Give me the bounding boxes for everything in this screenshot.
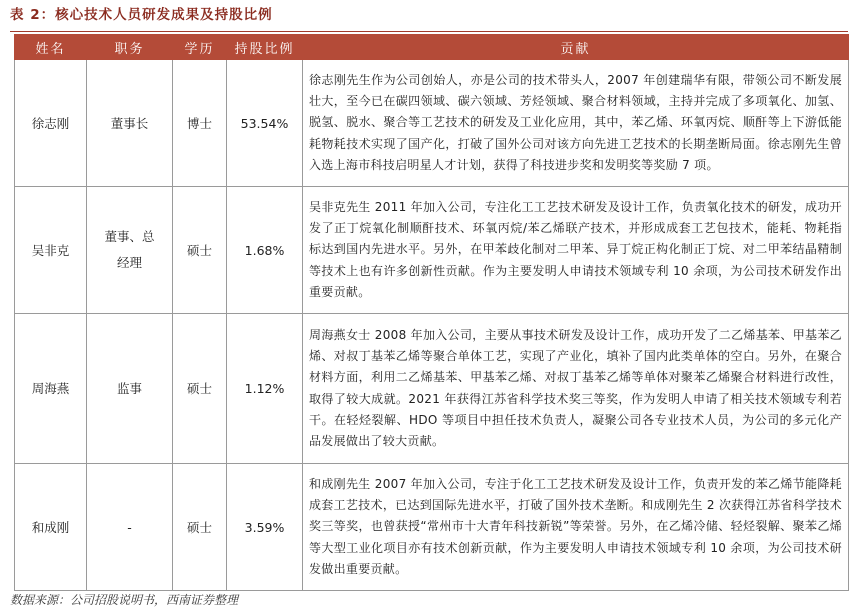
cell-education: 硕士 <box>173 464 227 591</box>
source-note: 数据来源：公司招股说明书，西南证券整理 <box>10 593 239 607</box>
header-name: 姓名 <box>15 35 87 60</box>
table-row <box>15 60 849 187</box>
cell-education: 硕士 <box>173 314 227 464</box>
cell-education: 硕士 <box>173 187 227 314</box>
header-education: 学历 <box>173 35 227 60</box>
table-row <box>15 314 849 464</box>
cell-holding: 3.59% <box>227 464 303 591</box>
cell-contribution: 周海燕女士 2008 年加入公司，主要从事技术研发及设计工作，成功开发了二乙烯基苯、甲基苯乙烯、对叔丁基苯乙烯等聚合单体工艺，实现了产业化，填补了国内此类单体的空白。另外，在聚合材料方面，利用二乙烯基苯、甲基苯乙烯、对叔丁基苯乙烯等单体对聚苯乙烯聚合材料进行改性，取得了较大成就。2021 年获得江苏省科学技术奖三等奖，作为发明人申请了相关技术领域专利若干。在轻烃裂解、HDO 等项目中担任技术负责人，凝聚公司各专业技术人员，为公司的多元化产品发展做出了较大贡献。 <box>303 314 849 464</box>
cell-name: 周海燕 <box>15 314 87 464</box>
table-title: 表 2：核心技术人员研发成果及持股比例 <box>10 7 273 23</box>
cell-contribution: 和成刚先生 2007 年加入公司，专注于化工工艺技术研发及设计工作，负责开发的苯乙烯节能降耗成套工艺技术，已达到国际先进水平，打破了国外技术垄断。和成刚先生 2 次获得江苏省科学技术奖三等奖，也曾获授“常州市十大青年科技新锐”等荣誉。另外，在乙烯冷储、轻烃裂解、聚苯乙烯等大型工业化项目亦有技术创新贡献，作为主要发明人申请技术领域专利 10 余项，为公司技术研发做出重要贡献。 <box>303 464 849 591</box>
table-header-row <box>15 35 849 60</box>
talent-table <box>14 34 849 591</box>
cell-holding: 53.54% <box>227 60 303 187</box>
cell-name: 和成刚 <box>15 464 87 591</box>
header-holding: 持股比例 <box>227 35 303 60</box>
cell-role: 监事 <box>87 314 173 464</box>
cell-role: 董事长 <box>87 60 173 187</box>
cell-contribution: 吴非克先生 2011 年加入公司，专注化工工艺技术研发及设计工作，负责氧化技术的研发，成功开发了正丁烷氧化制顺酐技术、环氧丙烷/苯乙烯联产技术，并形成成套工艺包技术，能耗、物耗指标达到国内先进水平。另外，在甲苯歧化制对二甲苯、异丁烷正构化制正丁烷、对二甲苯结晶精制等技术上也有许多创新性贡献。作为主要发明人申请技术领域专利 10 余项，为公司技术研发作出重要贡献。 <box>303 187 849 314</box>
header-role: 职务 <box>87 35 173 60</box>
cell-name: 徐志刚 <box>15 60 87 187</box>
cell-education: 博士 <box>173 60 227 187</box>
cell-holding: 1.68% <box>227 187 303 314</box>
cell-name: 吴非克 <box>15 187 87 314</box>
cell-role-text: 董事、总经理 <box>104 229 155 270</box>
cell-holding: 1.12% <box>227 314 303 464</box>
table-row <box>15 187 849 314</box>
cell-role <box>87 187 173 314</box>
header-contribution: 贡献 <box>303 35 849 60</box>
cell-contribution: 徐志刚先生作为公司创始人，亦是公司的技术带头人，2007 年创建瑞华有限，带领公司不断发展壮大，至今已在碳四领域、碳六领域、芳烃领域、聚合材料领域，主持并完成了多项氧化、加氢、脱氢、脱水、聚合等工艺技术的研发及工业化应用，其中，苯乙烯、环氧丙烷、顺酐等上下游低能耗物耗技术实现了国产化，打破了国外公司对该方向先进工艺技术的长期垄断局面。徐志刚先生曾入选上海市科技启明星人才计划，获得了科技进步奖和发明奖等奖励 7 项。 <box>303 60 849 187</box>
table-row <box>15 464 849 591</box>
cell-role: - <box>87 464 173 591</box>
title-divider <box>10 31 848 32</box>
